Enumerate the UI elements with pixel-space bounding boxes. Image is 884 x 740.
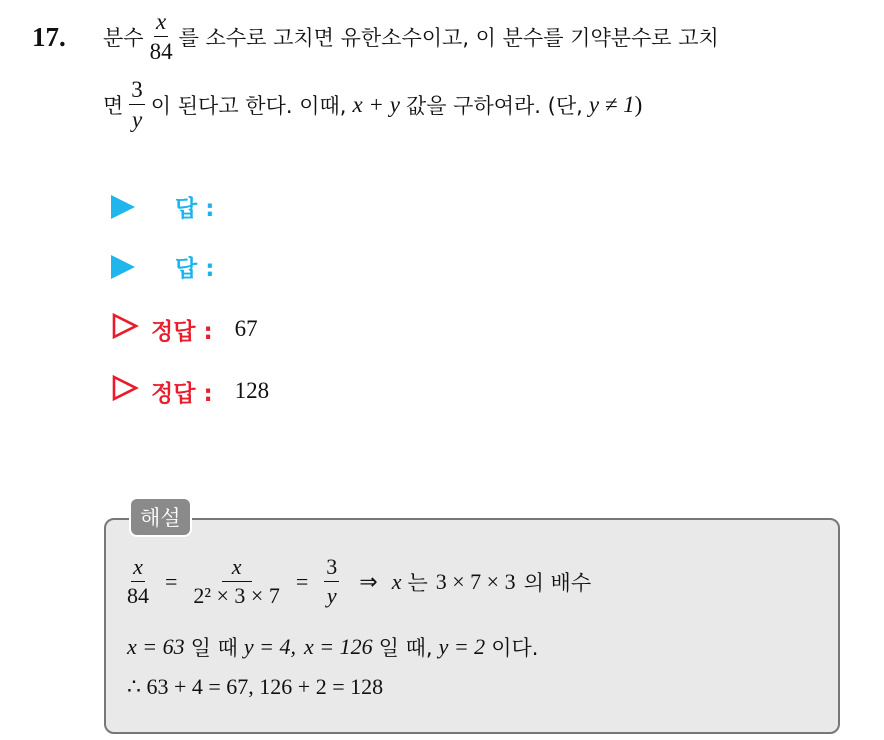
solution-row-2 (127, 632, 538, 662)
fraction-x-over-factor (193, 556, 279, 607)
expr-y-4: y = 4, (243, 634, 296, 659)
equals-sign: = (165, 568, 178, 594)
expr-y-2: y = 2 (438, 634, 486, 659)
answer-label: 답 : (175, 196, 215, 222)
correct-label: 정답 : (151, 380, 213, 407)
q2-tail: 값을 구하여라. (단, (405, 93, 583, 118)
answer-row-1 (111, 190, 214, 223)
frac-den: y (131, 107, 143, 132)
solution-row-3 (127, 674, 383, 700)
correct-label: 정답 : (151, 318, 213, 345)
frac-num: 3 (129, 78, 145, 105)
multiple-text: 의 배수 (523, 570, 592, 595)
solution-row-1 (127, 556, 591, 607)
correct-value: 67 (234, 316, 258, 341)
solution-tag: 해설 (129, 497, 192, 537)
frac-den: y (326, 583, 337, 608)
text-ida: 이다. (491, 636, 539, 660)
question-number: 17. (32, 22, 66, 52)
var-x: x (391, 568, 402, 594)
text-ilttae: 일 때 (190, 636, 238, 660)
equals-sign: = (295, 568, 309, 594)
fraction-x-over-84 (127, 556, 149, 607)
question-line-1 (103, 10, 719, 63)
correct-row-2 (111, 374, 269, 408)
frac-num: 3 (324, 556, 339, 582)
frac-num: x (154, 10, 168, 37)
play-triangle-icon (111, 195, 135, 219)
answer-row-2 (111, 250, 214, 283)
answer-label: 답 : (175, 256, 215, 282)
frac-num: x (222, 556, 252, 582)
q2-cond: y ≠ 1 (588, 91, 635, 117)
question-line-2 (103, 78, 642, 131)
fraction-x-over-84 (150, 10, 173, 63)
frac-den: 2² × 3 × 7 (193, 583, 280, 608)
frac-den: 84 (127, 583, 149, 608)
q-prefix: 분수 (103, 25, 144, 50)
particle-neun: 는 (407, 570, 428, 595)
conclusion-expr: ∴ 63 + 4 = 67, 126 + 2 = 128 (127, 674, 384, 699)
q2-expr: x + y (352, 91, 400, 117)
q2-prefix: 면 (103, 93, 124, 118)
fraction-3-over-y (324, 556, 339, 607)
product-expr: 3 × 7 × 3 (435, 568, 516, 594)
play-triangle-icon (111, 255, 135, 279)
expr-x-63: x = 63 (127, 634, 185, 659)
solution-box (104, 518, 840, 734)
correct-row-1 (111, 312, 258, 346)
frac-num: x (131, 556, 145, 582)
outline-triangle-icon (111, 312, 139, 346)
expr-x-126: x = 126 (304, 634, 373, 659)
frac-den: 84 (149, 39, 173, 64)
implies-arrow: ⇒ (359, 568, 378, 594)
q-suffix: 를 소수로 고치면 유한소수이고, 이 분수를 기약분수로 고치 (178, 25, 719, 50)
text-ilttae: 일 때, (378, 636, 433, 660)
correct-value: 128 (234, 378, 270, 403)
q2-mid: 이 된다고 한다. 이때, (150, 93, 347, 118)
fraction-3-over-y (129, 78, 145, 131)
q2-close: ) (634, 91, 643, 117)
outline-triangle-icon (111, 374, 139, 408)
